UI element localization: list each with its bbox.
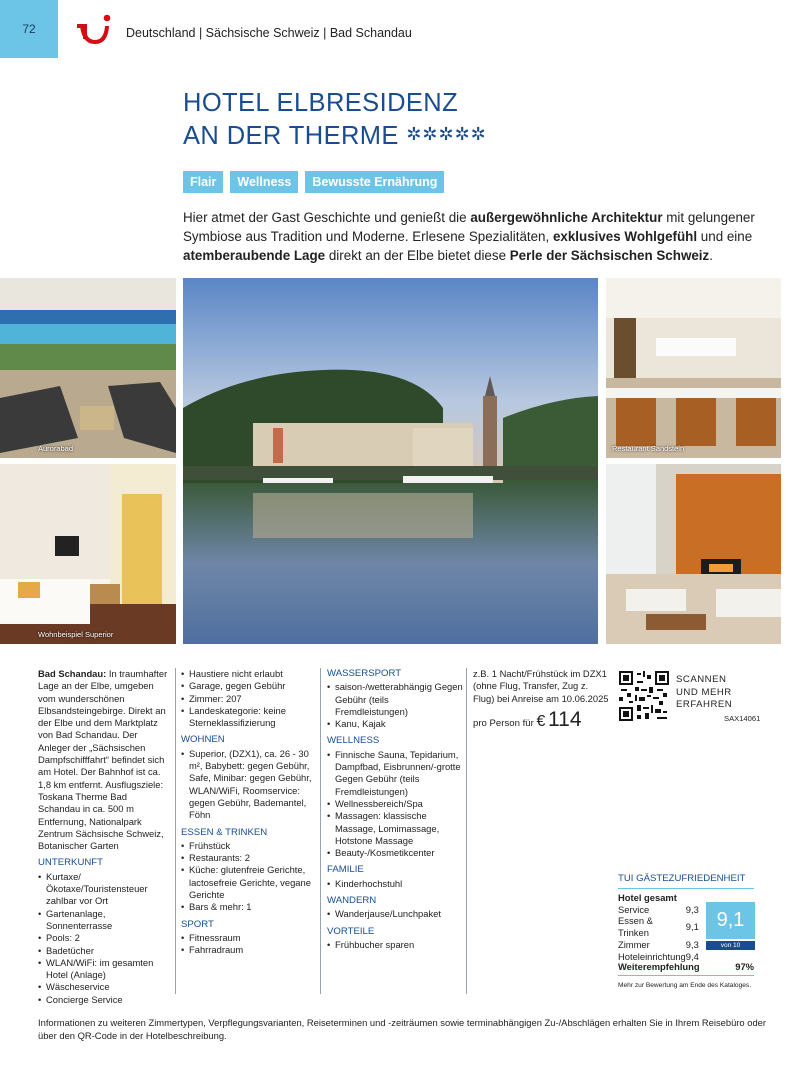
list-item: • Massagen: klassische Massage, Lomimassage, Hotstone Massage bbox=[327, 810, 463, 847]
intro-highlight: außergewöhnliche Architektur bbox=[470, 210, 663, 225]
section-title-wandern: WANDERN bbox=[327, 895, 377, 907]
photo-caption: Restaurant Sandstein bbox=[612, 444, 685, 453]
list-wassersport bbox=[327, 681, 463, 730]
intro-part: mit gelungener Symbiose aus Tradition und Moderne. Erlesene Spezialitäten, bbox=[183, 210, 755, 244]
list-item: • Pools: 2 bbox=[38, 932, 170, 944]
list-item: • Landeskategorie: keine Sterneklassifizierung bbox=[181, 705, 316, 730]
price-per-person-label: pro Person für bbox=[473, 718, 534, 729]
list-vorteile bbox=[327, 939, 463, 951]
location-name: Bad Schandau: bbox=[38, 668, 107, 679]
intro-text bbox=[183, 208, 773, 265]
scan-callout bbox=[676, 674, 732, 712]
score-scale: von 10 bbox=[706, 941, 755, 950]
page-number: 72 bbox=[0, 0, 58, 58]
list-item: • Haustiere nicht erlaubt bbox=[181, 668, 316, 680]
price-currency: € bbox=[536, 713, 546, 730]
footer-note: Informationen zu weiteren Zimmertypen, Verpflegungsvarianten, Reiseterminen und -zeiträumen sowie terminabhängigen Zu-/Abschlägen erhalten Sie in Ihrem Reisebüro oder über den QR-Code in der Hotelbeschreibung. bbox=[38, 1017, 766, 1041]
photo-main-riverfront bbox=[183, 278, 598, 644]
list-item: • Superior, (DZX1), ca. 26 - 30 m², Babybett: gegen Gebühr, Safe, Minibar: gegen Gebühr, WLAN/WiFi, Roomservice: gegen Gebühr, Bademantel, Föhn bbox=[181, 748, 316, 822]
list-item: • Wanderjause/Lunchpaket bbox=[327, 908, 463, 920]
list-item: • Kurtaxe/Ökotaxe/Touristensteuer zahlbar vor Ort bbox=[38, 871, 170, 908]
column-activities bbox=[327, 668, 463, 951]
list-item: • Kinderhochstuhl bbox=[327, 878, 463, 890]
hotel-code: SAX14061 bbox=[724, 714, 761, 723]
hotel-title-line1: HOTEL ELBRESIDENZ bbox=[183, 89, 459, 117]
list-item: • Garage, gegen Gebühr bbox=[181, 680, 316, 692]
rating-divider bbox=[618, 888, 754, 889]
list-item: • Zimmer: 207 bbox=[181, 693, 316, 705]
section-title-familie: FAMILIE bbox=[327, 864, 364, 876]
scan-line: SCANNEN bbox=[676, 674, 727, 685]
breadcrumb: Deutschland | Sächsische Schweiz | Bad Schandau bbox=[126, 26, 412, 40]
overall-score: 9,1 bbox=[706, 902, 755, 939]
rating-title: TUI GÄSTEZUFRIEDENHEIT bbox=[618, 873, 746, 884]
intro-highlight: atemberaubende Lage bbox=[183, 248, 326, 263]
rating-row bbox=[618, 939, 699, 951]
photo-caption: Aurorabad bbox=[38, 444, 74, 453]
recommendation-label: Weiterempfehlung bbox=[618, 961, 700, 972]
hotel-title-line2: AN DER THERME bbox=[183, 122, 399, 150]
list-item: • Fahrradraum bbox=[181, 944, 316, 956]
feature-tags bbox=[183, 171, 444, 193]
photo-caption: Wohnbeispiel Superior bbox=[38, 630, 114, 639]
list-item: • Bars & mehr: 1 bbox=[181, 901, 316, 913]
list-item: • Finnische Sauna, Tepidarium, Dampfbad, Eisbrunnen/-grotte Gegen Gebühr (teils Fremdleistungen) bbox=[327, 749, 463, 798]
rating-divider bbox=[618, 975, 754, 976]
list-item: • Wellnessbereich/Spa bbox=[327, 798, 463, 810]
rating-value: 9,3 bbox=[685, 938, 699, 950]
rating-label: Essen & Trinken bbox=[618, 915, 653, 939]
rating-table bbox=[618, 892, 699, 962]
recommendation-value: 97% bbox=[735, 961, 754, 972]
list-item: • WLAN/WiFi: im gesamten Hotel (Anlage) bbox=[38, 957, 170, 982]
list-item: • Wäscheservice bbox=[38, 981, 170, 993]
price-block bbox=[473, 708, 582, 732]
intro-part: . bbox=[709, 248, 713, 263]
list-essen bbox=[181, 840, 316, 914]
tui-logo bbox=[74, 13, 114, 47]
column-location bbox=[38, 668, 170, 1006]
list-item: • Gartenanlage, Sonnenterrasse bbox=[38, 908, 170, 933]
star-rating-icon: ✲✲✲✲✲ bbox=[406, 124, 487, 144]
list-sport bbox=[181, 932, 316, 957]
intro-highlight: exklusives Wohlgefühl bbox=[552, 229, 698, 244]
rating-overall-label: Hotel gesamt bbox=[618, 892, 677, 903]
list-general bbox=[181, 668, 316, 729]
photo-pool bbox=[0, 278, 176, 458]
list-item: • Beauty-/Kosmetikcenter bbox=[327, 847, 463, 859]
tag-ernaehrung: Bewusste Ernährung bbox=[305, 171, 444, 193]
location-description bbox=[38, 668, 170, 852]
photo-room bbox=[0, 464, 176, 644]
intro-highlight: Perle der Sächsischen Schweiz bbox=[509, 248, 710, 263]
list-familie bbox=[327, 878, 463, 890]
scan-line: UND MEHR bbox=[676, 686, 732, 698]
tag-wellness: Wellness bbox=[230, 171, 298, 193]
rating-label: Hoteleinrichtung bbox=[618, 950, 686, 962]
qr-code-icon[interactable] bbox=[619, 671, 669, 721]
section-title-wassersport: WASSERSPORT bbox=[327, 668, 402, 679]
column-details bbox=[181, 668, 316, 957]
scan-line: ERFAHREN bbox=[676, 699, 733, 710]
list-item: • Frühbucher sparen bbox=[327, 939, 463, 951]
list-wandern bbox=[327, 908, 463, 920]
rating-note: Mehr zur Bewertung am Ende des Kataloges. bbox=[618, 982, 752, 989]
column-divider bbox=[175, 668, 176, 994]
rating-value: 9,1 bbox=[685, 921, 699, 933]
rating-label: Zimmer bbox=[618, 938, 650, 950]
intro-part: und eine bbox=[697, 229, 753, 244]
location-text: In traumhafter Lage an der Elbe, umgeben vom wunderschönen Elbsandsteingebirge. Direkt an der Elbe und dem Marktplatz von Bad Schandau. Der Anleger der „Sächsischen Dampfschifffahrt“ befindet sich am Hotel. Der Bahnhof ist ca. 1,8 km entfernt. Ausflugsziele: Toskana Therme Bad Schandau in ca. 500 m Entfernung, Nationalpark Zentrum Sächsische Schweiz, Botanischer Garten bbox=[38, 668, 168, 852]
photo-restaurant bbox=[606, 278, 781, 458]
section-title-sport: SPORT bbox=[181, 918, 214, 930]
list-item: • Frühstück bbox=[181, 840, 316, 852]
list-wohnen bbox=[181, 748, 316, 822]
price-conditions: z.B. 1 Nacht/Frühstück im DZX1 (ohne Flug, Transfer, Zug z. Flug) bei Anreise am 10.06.2025 bbox=[473, 668, 609, 704]
recommendation bbox=[618, 961, 754, 972]
section-title-vorteile: VORTEILE bbox=[327, 925, 375, 937]
section-title-wellness: WELLNESS bbox=[327, 735, 380, 747]
list-item: • Badetücher bbox=[38, 945, 170, 957]
list-unterkunft bbox=[38, 871, 170, 1006]
price-amount: 114 bbox=[548, 708, 582, 731]
list-item: • saison-/wetterabhängig Gegen Gebühr (teils Fremdleistungen) bbox=[327, 681, 463, 718]
rating-value: 9,3 bbox=[685, 903, 699, 915]
list-item: • Restaurants: 2 bbox=[181, 852, 316, 864]
intro-part: direkt an der Elbe bietet diese bbox=[325, 248, 510, 263]
list-item: • Fitnessraum bbox=[181, 932, 316, 944]
list-item: • Küche: glutenfreie Gerichte, lactosefreie Gerichte, vegane Gerichte bbox=[181, 864, 316, 901]
intro-part: Hier atmet der Gast Geschichte und genießt die bbox=[183, 210, 471, 225]
list-item: • Kanu, Kajak bbox=[327, 718, 463, 730]
photo-lounge bbox=[606, 464, 781, 644]
column-divider bbox=[466, 668, 467, 994]
hotel-title bbox=[183, 88, 487, 152]
rating-row bbox=[618, 915, 699, 938]
list-item: • Concierge Service bbox=[38, 994, 170, 1006]
section-title-essen: ESSEN & TRINKEN bbox=[181, 826, 268, 838]
column-divider bbox=[320, 668, 321, 994]
rating-row bbox=[618, 904, 699, 916]
section-title-unterkunft: UNTERKUNFT bbox=[38, 857, 104, 869]
rating-value: 9,4 bbox=[685, 950, 699, 962]
list-wellness bbox=[327, 749, 463, 860]
section-title-wohnen: WOHNEN bbox=[181, 734, 225, 746]
tag-flair: Flair bbox=[183, 171, 223, 193]
rating-label: Service bbox=[618, 903, 650, 915]
guest-satisfaction bbox=[618, 873, 754, 962]
